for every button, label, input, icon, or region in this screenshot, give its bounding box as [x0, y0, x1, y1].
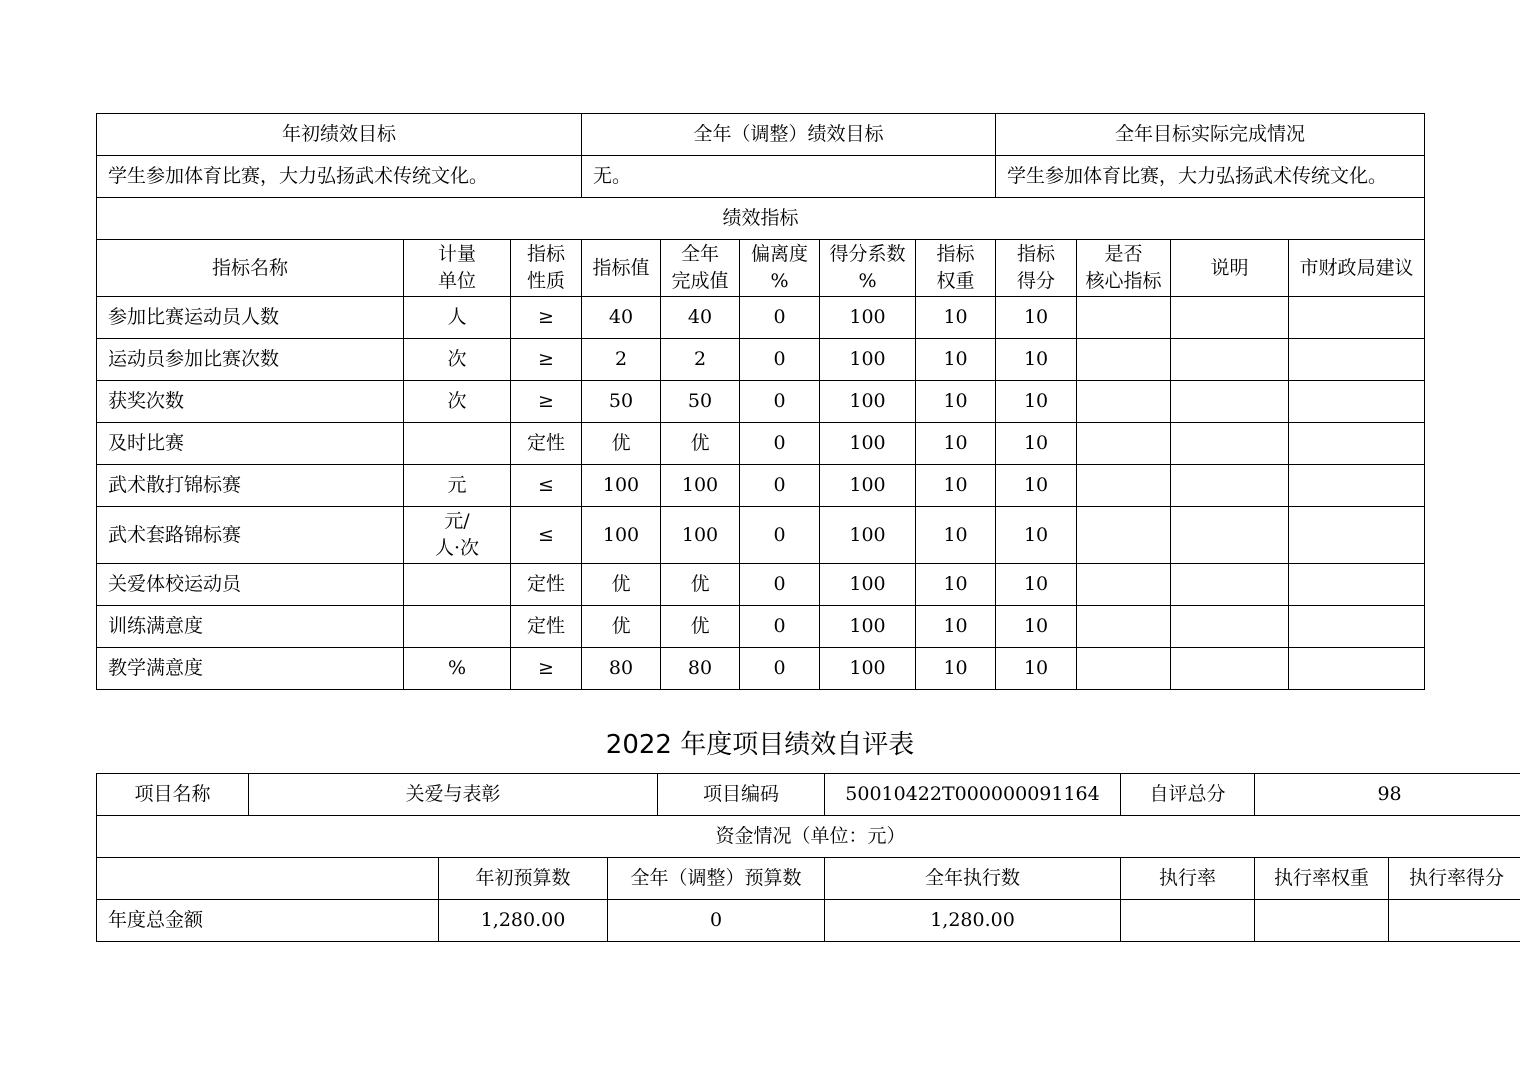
indicator-header-line: 指标值	[592, 256, 650, 279]
total-score-value: 98	[1255, 774, 1520, 816]
indicator-nature: 定性	[511, 606, 582, 648]
indicator-coef: 100	[820, 465, 916, 507]
indicator-header-name	[97, 240, 404, 297]
indicator-name: 训练满意度	[97, 606, 404, 648]
indicator-weight: 10	[916, 507, 996, 564]
indicator-target: 50	[582, 381, 661, 423]
indicator-row	[97, 297, 1425, 339]
indicator-name: 获奖次数	[97, 381, 404, 423]
project-code-value: 50010422T000000091164	[825, 774, 1121, 816]
indicator-unit-line: 人	[447, 306, 467, 328]
indicator-unit	[404, 423, 511, 465]
indicator-actual: 40	[661, 297, 740, 339]
indicator-coef: 100	[820, 297, 916, 339]
project-name-label: 项目名称	[97, 774, 249, 816]
indicator-note	[1171, 606, 1289, 648]
indicator-note	[1171, 507, 1289, 564]
indicator-actual: 100	[661, 507, 740, 564]
indicator-unit-line: 元/	[444, 510, 470, 532]
indicator-score: 10	[996, 339, 1077, 381]
indicator-nature: ≤	[511, 465, 582, 507]
indicator-advice	[1289, 423, 1425, 465]
funds-section-row	[97, 816, 1520, 858]
indicator-target: 40	[582, 297, 661, 339]
indicator-actual: 优	[661, 564, 740, 606]
indicator-header-line: 指标	[527, 243, 566, 265]
funds-header-executed: 全年执行数	[825, 858, 1121, 900]
indicator-nature: ≤	[511, 507, 582, 564]
indicator-advice	[1289, 507, 1425, 564]
self-evaluation-table	[96, 773, 1520, 942]
indicator-header-nature	[511, 240, 582, 297]
indicator-row	[97, 423, 1425, 465]
indicator-header-line: 市财政局建议	[1299, 256, 1414, 279]
indicator-coef: 100	[820, 564, 916, 606]
indicator-unit	[404, 507, 511, 564]
indicator-score: 10	[996, 507, 1077, 564]
indicator-target: 优	[582, 564, 661, 606]
goal-initial-header: 年初绩效目标	[97, 114, 582, 156]
indicator-unit	[404, 648, 511, 690]
indicator-unit	[404, 564, 511, 606]
indicator-nature: ≥	[511, 339, 582, 381]
indicator-header-line: 指标	[936, 243, 975, 265]
indicator-deviation: 0	[740, 339, 820, 381]
indicator-unit	[404, 297, 511, 339]
indicator-header-line: 完成值	[671, 270, 729, 292]
indicator-core	[1077, 507, 1171, 564]
indicator-header-core	[1077, 240, 1171, 297]
indicator-unit-line: 次	[447, 348, 467, 370]
indicator-advice	[1289, 564, 1425, 606]
indicator-target: 100	[582, 507, 661, 564]
indicator-unit	[404, 606, 511, 648]
indicator-header-advice	[1289, 240, 1425, 297]
indicator-name: 参加比赛运动员人数	[97, 297, 404, 339]
indicator-header-coef	[820, 240, 916, 297]
indicator-unit-line: 人·次	[434, 537, 480, 559]
indicator-header-unit	[404, 240, 511, 297]
funds-adjusted-value: 0	[608, 900, 825, 942]
indicator-row	[97, 465, 1425, 507]
indicator-advice	[1289, 339, 1425, 381]
indicator-unit	[404, 465, 511, 507]
project-info-row	[97, 774, 1520, 816]
indicator-deviation: 0	[740, 606, 820, 648]
indicator-actual: 2	[661, 339, 740, 381]
funds-header-row	[97, 858, 1520, 900]
indicator-header-line: 指标	[1017, 243, 1056, 265]
indicator-deviation: 0	[740, 507, 820, 564]
indicator-header-line: 偏离度	[751, 243, 809, 265]
indicator-row	[97, 648, 1425, 690]
indicator-name: 武术套路锦标赛	[97, 507, 404, 564]
indicator-coef: 100	[820, 507, 916, 564]
indicator-note	[1171, 465, 1289, 507]
indicator-note	[1171, 339, 1289, 381]
indicator-core	[1077, 648, 1171, 690]
indicator-target: 优	[582, 423, 661, 465]
funds-initial-value: 1,280.00	[439, 900, 608, 942]
indicator-header-score	[996, 240, 1077, 297]
indicator-core	[1077, 423, 1171, 465]
goals-value-row	[97, 156, 1425, 198]
project-name-value: 关爱与表彰	[249, 774, 658, 816]
indicator-coef: 100	[820, 648, 916, 690]
indicator-score: 10	[996, 297, 1077, 339]
funds-section-title: 资金情况（单位：元）	[97, 816, 1520, 858]
indicator-header-note	[1171, 240, 1289, 297]
performance-indicator-table	[96, 113, 1425, 690]
indicator-advice	[1289, 465, 1425, 507]
indicator-score: 10	[996, 606, 1077, 648]
indicator-core	[1077, 339, 1171, 381]
indicator-core	[1077, 564, 1171, 606]
indicator-coef: 100	[820, 606, 916, 648]
indicator-coef: 100	[820, 339, 916, 381]
indicator-header-line: 得分	[1017, 270, 1056, 292]
indicator-row	[97, 339, 1425, 381]
indicator-actual: 100	[661, 465, 740, 507]
indicator-header-line: 说明	[1210, 256, 1249, 279]
indicator-score: 10	[996, 381, 1077, 423]
indicator-weight: 10	[916, 465, 996, 507]
indicator-header-line: 计量	[437, 243, 476, 265]
funds-header-rate: 执行率	[1121, 858, 1255, 900]
funds-rate-weight-value	[1255, 900, 1389, 942]
indicator-note	[1171, 564, 1289, 606]
indicator-nature: 定性	[511, 564, 582, 606]
indicator-weight: 10	[916, 564, 996, 606]
indicator-target: 2	[582, 339, 661, 381]
indicator-core	[1077, 381, 1171, 423]
indicator-name: 关爱体校运动员	[97, 564, 404, 606]
indicator-name: 武术散打锦标赛	[97, 465, 404, 507]
indicator-header-line: 指标名称	[211, 256, 288, 279]
funds-header-adjusted: 全年（调整）预算数	[608, 858, 825, 900]
indicator-unit	[404, 381, 511, 423]
indicator-score: 10	[996, 423, 1077, 465]
funds-row-label: 年度总金额	[97, 900, 439, 942]
indicator-weight: 10	[916, 297, 996, 339]
indicator-actual: 优	[661, 606, 740, 648]
indicator-note	[1171, 648, 1289, 690]
indicator-header-line: 全年	[681, 243, 720, 265]
indicator-header-line: 性质	[527, 270, 566, 292]
indicator-header-line: 单位	[437, 270, 476, 292]
indicator-nature: ≥	[511, 297, 582, 339]
indicator-name: 及时比赛	[97, 423, 404, 465]
indicator-name: 教学满意度	[97, 648, 404, 690]
indicator-advice	[1289, 606, 1425, 648]
indicator-advice	[1289, 381, 1425, 423]
indicator-deviation: 0	[740, 648, 820, 690]
document-title: 2022 年度项目绩效自评表	[605, 730, 915, 760]
funds-header-initial: 年初预算数	[439, 858, 608, 900]
indicator-coef: 100	[820, 423, 916, 465]
indicator-unit-line: %	[447, 657, 467, 679]
indicator-header-actual	[661, 240, 740, 297]
indicator-row	[97, 381, 1425, 423]
goal-initial-value: 学生参加体育比赛，大力弘扬武术传统文化。	[97, 156, 582, 198]
indicator-weight: 10	[916, 648, 996, 690]
funds-executed-value: 1,280.00	[825, 900, 1121, 942]
indicators-section-title: 绩效指标	[97, 198, 1425, 240]
funds-header-blank	[97, 858, 439, 900]
total-score-label: 自评总分	[1121, 774, 1255, 816]
indicator-core	[1077, 606, 1171, 648]
indicator-note	[1171, 381, 1289, 423]
indicator-header-line: 是否	[1104, 243, 1143, 265]
goals-header-row	[97, 114, 1425, 156]
indicator-nature: 定性	[511, 423, 582, 465]
indicator-advice	[1289, 648, 1425, 690]
indicator-header-line: %	[770, 270, 789, 292]
indicator-header-line: 得分系数	[829, 243, 906, 265]
indicator-weight: 10	[916, 423, 996, 465]
indicator-target: 优	[582, 606, 661, 648]
goal-adjusted-header: 全年（调整）绩效目标	[582, 114, 996, 156]
indicator-row	[97, 606, 1425, 648]
indicator-core	[1077, 465, 1171, 507]
indicator-target: 100	[582, 465, 661, 507]
indicator-score: 10	[996, 648, 1077, 690]
indicator-score: 10	[996, 564, 1077, 606]
indicator-score: 10	[996, 465, 1077, 507]
indicator-deviation: 0	[740, 297, 820, 339]
indicator-coef: 100	[820, 381, 916, 423]
indicator-actual: 50	[661, 381, 740, 423]
indicator-header-line: %	[858, 270, 877, 292]
indicator-header-deviation	[740, 240, 820, 297]
indicator-header-weight	[916, 240, 996, 297]
indicator-actual: 优	[661, 423, 740, 465]
indicator-unit-line: 次	[447, 390, 467, 412]
goal-actual-header: 全年目标实际完成情况	[996, 114, 1425, 156]
indicator-unit-line: 元	[447, 474, 467, 496]
indicator-weight: 10	[916, 339, 996, 381]
indicator-nature: ≥	[511, 648, 582, 690]
indicator-unit	[404, 339, 511, 381]
indicator-actual: 80	[661, 648, 740, 690]
indicator-row	[97, 507, 1425, 564]
project-code-label: 项目编码	[658, 774, 825, 816]
indicator-header-line: 核心指标	[1085, 270, 1162, 292]
indicator-deviation: 0	[740, 564, 820, 606]
indicator-header-target	[582, 240, 661, 297]
funds-header-rate-score: 执行率得分	[1389, 858, 1520, 900]
indicator-rows	[97, 297, 1425, 690]
indicator-core	[1077, 297, 1171, 339]
funds-header-rate-weight: 执行率权重	[1255, 858, 1389, 900]
indicator-note	[1171, 423, 1289, 465]
indicator-weight: 10	[916, 606, 996, 648]
indicator-column-header-row	[97, 240, 1425, 297]
indicators-section-row	[97, 198, 1425, 240]
goal-actual-value: 学生参加体育比赛，大力弘扬武术传统文化。	[996, 156, 1425, 198]
indicator-target: 80	[582, 648, 661, 690]
indicator-header-line: 权重	[936, 270, 975, 292]
indicator-deviation: 0	[740, 423, 820, 465]
indicator-row	[97, 564, 1425, 606]
indicator-note	[1171, 297, 1289, 339]
indicator-weight: 10	[916, 381, 996, 423]
indicator-nature: ≥	[511, 381, 582, 423]
funds-rate-score-value	[1389, 900, 1520, 942]
indicator-deviation: 0	[740, 381, 820, 423]
goal-adjusted-value: 无。	[582, 156, 996, 198]
funds-total-row	[97, 900, 1520, 942]
indicator-name: 运动员参加比赛次数	[97, 339, 404, 381]
funds-rate-value	[1121, 900, 1255, 942]
indicator-deviation: 0	[740, 465, 820, 507]
indicator-advice	[1289, 297, 1425, 339]
